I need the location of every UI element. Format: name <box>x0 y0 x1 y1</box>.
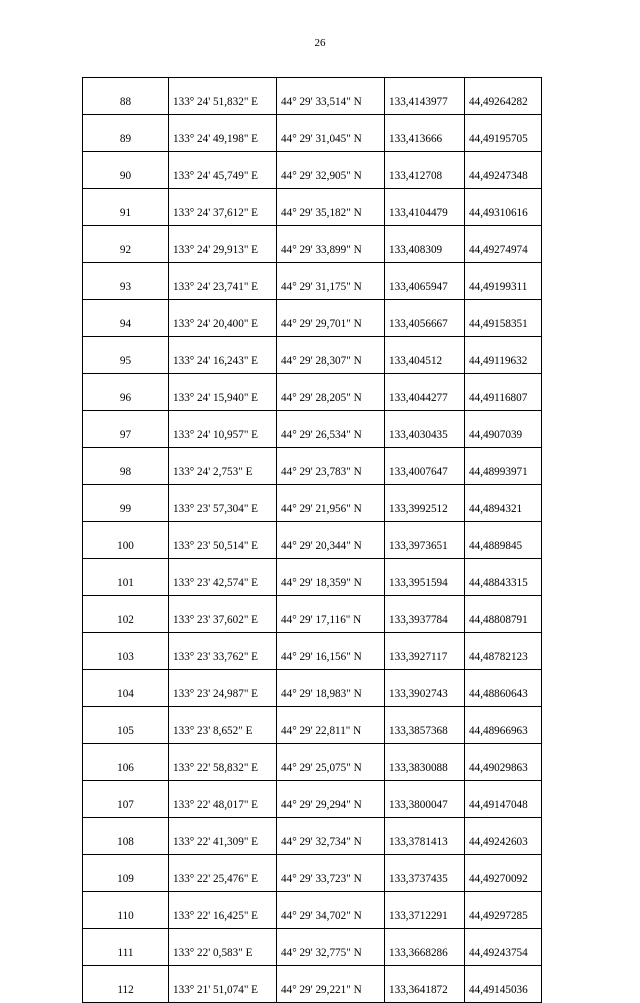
latitude-decimal-cell: 44,49264282 <box>465 78 542 115</box>
latitude-decimal-cell: 44,49145036 <box>465 966 542 1003</box>
latitude-decimal-cell: 44,49119632 <box>465 337 542 374</box>
longitude-dms-cell: 133° 23' 8,652" E <box>169 707 277 744</box>
table-row <box>83 892 542 929</box>
table-row <box>83 189 542 226</box>
table-row <box>83 448 542 485</box>
latitude-decimal-cell: 44,49195705 <box>465 115 542 152</box>
point-number-cell: 106 <box>83 744 169 781</box>
longitude-decimal-cell: 133,3973651 <box>385 522 465 559</box>
latitude-decimal-cell: 44,48843315 <box>465 559 542 596</box>
coordinates-table-body <box>83 78 542 1003</box>
longitude-dms-cell: 133° 24' 23,741" E <box>169 263 277 300</box>
point-number-cell: 88 <box>83 78 169 115</box>
latitude-dms-cell: 44° 29' 35,182" N <box>277 189 385 226</box>
longitude-dms-cell: 133° 23' 57,304" E <box>169 485 277 522</box>
table-row <box>83 522 542 559</box>
longitude-dms-cell: 133° 22' 0,583" E <box>169 929 277 966</box>
coordinates-table <box>82 77 542 1003</box>
latitude-decimal-cell: 44,49270092 <box>465 855 542 892</box>
latitude-decimal-cell: 44,48993971 <box>465 448 542 485</box>
longitude-decimal-cell: 133,412708 <box>385 152 465 189</box>
latitude-dms-cell: 44° 29' 28,205" N <box>277 374 385 411</box>
longitude-dms-cell: 133° 24' 20,400" E <box>169 300 277 337</box>
longitude-dms-cell: 133° 24' 15,940" E <box>169 374 277 411</box>
point-number-cell: 96 <box>83 374 169 411</box>
longitude-decimal-cell: 133,4030435 <box>385 411 465 448</box>
point-number-cell: 103 <box>83 633 169 670</box>
table-row <box>83 781 542 818</box>
table-row <box>83 929 542 966</box>
point-number-cell: 105 <box>83 707 169 744</box>
longitude-dms-cell: 133° 22' 25,476" E <box>169 855 277 892</box>
latitude-dms-cell: 44° 29' 28,307" N <box>277 337 385 374</box>
longitude-decimal-cell: 133,3857368 <box>385 707 465 744</box>
point-number-cell: 101 <box>83 559 169 596</box>
latitude-decimal-cell: 44,48860643 <box>465 670 542 707</box>
latitude-dms-cell: 44° 29' 33,899" N <box>277 226 385 263</box>
latitude-dms-cell: 44° 29' 33,723" N <box>277 855 385 892</box>
longitude-dms-cell: 133° 22' 16,425" E <box>169 892 277 929</box>
longitude-decimal-cell: 133,3937784 <box>385 596 465 633</box>
latitude-decimal-cell: 44,4889845 <box>465 522 542 559</box>
table-row <box>83 78 542 115</box>
longitude-decimal-cell: 133,3641872 <box>385 966 465 1003</box>
latitude-decimal-cell: 44,4894321 <box>465 485 542 522</box>
longitude-dms-cell: 133° 23' 37,602" E <box>169 596 277 633</box>
table-row <box>83 411 542 448</box>
point-number-cell: 111 <box>83 929 169 966</box>
table-row <box>83 855 542 892</box>
point-number-cell: 94 <box>83 300 169 337</box>
table-row <box>83 374 542 411</box>
longitude-dms-cell: 133° 23' 33,762" E <box>169 633 277 670</box>
latitude-dms-cell: 44° 29' 34,702" N <box>277 892 385 929</box>
point-number-cell: 98 <box>83 448 169 485</box>
latitude-decimal-cell: 44,48782123 <box>465 633 542 670</box>
longitude-decimal-cell: 133,408309 <box>385 226 465 263</box>
point-number-cell: 108 <box>83 818 169 855</box>
longitude-decimal-cell: 133,3902743 <box>385 670 465 707</box>
latitude-dms-cell: 44° 29' 18,359" N <box>277 559 385 596</box>
latitude-decimal-cell: 44,49242603 <box>465 818 542 855</box>
page-number: 26 <box>314 37 326 49</box>
latitude-decimal-cell: 44,49247348 <box>465 152 542 189</box>
latitude-decimal-cell: 44,49297285 <box>465 892 542 929</box>
longitude-dms-cell: 133° 24' 37,612" E <box>169 189 277 226</box>
latitude-dms-cell: 44° 29' 31,045" N <box>277 115 385 152</box>
table-row <box>83 707 542 744</box>
longitude-dms-cell: 133° 24' 45,749" E <box>169 152 277 189</box>
latitude-decimal-cell: 44,49274974 <box>465 226 542 263</box>
longitude-decimal-cell: 133,4065947 <box>385 263 465 300</box>
latitude-dms-cell: 44° 29' 16,156" N <box>277 633 385 670</box>
longitude-decimal-cell: 133,3951594 <box>385 559 465 596</box>
longitude-dms-cell: 133° 22' 41,309" E <box>169 818 277 855</box>
longitude-decimal-cell: 133,3800047 <box>385 781 465 818</box>
point-number-cell: 102 <box>83 596 169 633</box>
latitude-decimal-cell: 44,48808791 <box>465 596 542 633</box>
longitude-dms-cell: 133° 21' 51,074" E <box>169 966 277 1003</box>
point-number-cell: 90 <box>83 152 169 189</box>
latitude-dms-cell: 44° 29' 31,175" N <box>277 263 385 300</box>
longitude-dms-cell: 133° 23' 42,574" E <box>169 559 277 596</box>
point-number-cell: 95 <box>83 337 169 374</box>
longitude-decimal-cell: 133,4056667 <box>385 300 465 337</box>
longitude-decimal-cell: 133,4143977 <box>385 78 465 115</box>
latitude-decimal-cell: 44,49199311 <box>465 263 542 300</box>
table-row <box>83 966 542 1003</box>
point-number-cell: 97 <box>83 411 169 448</box>
latitude-dms-cell: 44° 29' 29,294" N <box>277 781 385 818</box>
point-number-cell: 92 <box>83 226 169 263</box>
longitude-decimal-cell: 133,3712291 <box>385 892 465 929</box>
point-number-cell: 91 <box>83 189 169 226</box>
table-row <box>83 633 542 670</box>
latitude-dms-cell: 44° 29' 21,956" N <box>277 485 385 522</box>
longitude-dms-cell: 133° 24' 16,243" E <box>169 337 277 374</box>
latitude-decimal-cell: 44,48966963 <box>465 707 542 744</box>
table-row <box>83 300 542 337</box>
longitude-dms-cell: 133° 23' 24,987" E <box>169 670 277 707</box>
latitude-dms-cell: 44° 29' 32,905" N <box>277 152 385 189</box>
table-row <box>83 152 542 189</box>
longitude-decimal-cell: 133,3781413 <box>385 818 465 855</box>
table-row <box>83 818 542 855</box>
point-number-cell: 110 <box>83 892 169 929</box>
point-number-cell: 99 <box>83 485 169 522</box>
latitude-dms-cell: 44° 29' 20,344" N <box>277 522 385 559</box>
table-row <box>83 559 542 596</box>
longitude-dms-cell: 133° 24' 51,832" E <box>169 78 277 115</box>
table-row <box>83 485 542 522</box>
longitude-decimal-cell: 133,3992512 <box>385 485 465 522</box>
longitude-decimal-cell: 133,3830088 <box>385 744 465 781</box>
latitude-dms-cell: 44° 29' 25,075" N <box>277 744 385 781</box>
longitude-dms-cell: 133° 24' 29,913" E <box>169 226 277 263</box>
latitude-decimal-cell: 44,49029863 <box>465 744 542 781</box>
latitude-dms-cell: 44° 29' 29,221" N <box>277 966 385 1003</box>
table-row <box>83 670 542 707</box>
latitude-dms-cell: 44° 29' 32,775" N <box>277 929 385 966</box>
longitude-decimal-cell: 133,4007647 <box>385 448 465 485</box>
table-row <box>83 337 542 374</box>
point-number-cell: 93 <box>83 263 169 300</box>
latitude-decimal-cell: 44,49310616 <box>465 189 542 226</box>
latitude-decimal-cell: 44,4907039 <box>465 411 542 448</box>
point-number-cell: 109 <box>83 855 169 892</box>
table-row <box>83 226 542 263</box>
latitude-dms-cell: 44° 29' 18,983" N <box>277 670 385 707</box>
longitude-decimal-cell: 133,3927117 <box>385 633 465 670</box>
latitude-dms-cell: 44° 29' 29,701" N <box>277 300 385 337</box>
point-number-cell: 100 <box>83 522 169 559</box>
longitude-decimal-cell: 133,4104479 <box>385 189 465 226</box>
latitude-decimal-cell: 44,49158351 <box>465 300 542 337</box>
latitude-dms-cell: 44° 29' 32,734" N <box>277 818 385 855</box>
table-row <box>83 596 542 633</box>
longitude-dms-cell: 133° 22' 48,017" E <box>169 781 277 818</box>
longitude-decimal-cell: 133,404512 <box>385 337 465 374</box>
latitude-dms-cell: 44° 29' 26,534" N <box>277 411 385 448</box>
latitude-dms-cell: 44° 29' 22,811" N <box>277 707 385 744</box>
longitude-dms-cell: 133° 22' 58,832" E <box>169 744 277 781</box>
latitude-dms-cell: 44° 29' 33,514" N <box>277 78 385 115</box>
table-row <box>83 115 542 152</box>
table-row <box>83 263 542 300</box>
longitude-decimal-cell: 133,3668286 <box>385 929 465 966</box>
longitude-decimal-cell: 133,3737435 <box>385 855 465 892</box>
point-number-cell: 89 <box>83 115 169 152</box>
longitude-decimal-cell: 133,413666 <box>385 115 465 152</box>
latitude-decimal-cell: 44,49147048 <box>465 781 542 818</box>
point-number-cell: 112 <box>83 966 169 1003</box>
longitude-dms-cell: 133° 24' 10,957" E <box>169 411 277 448</box>
latitude-decimal-cell: 44,49116807 <box>465 374 542 411</box>
latitude-dms-cell: 44° 29' 23,783" N <box>277 448 385 485</box>
point-number-cell: 107 <box>83 781 169 818</box>
latitude-decimal-cell: 44,49243754 <box>465 929 542 966</box>
point-number-cell: 104 <box>83 670 169 707</box>
table-row <box>83 744 542 781</box>
longitude-decimal-cell: 133,4044277 <box>385 374 465 411</box>
longitude-dms-cell: 133° 24' 2,753" E <box>169 448 277 485</box>
longitude-dms-cell: 133° 23' 50,514" E <box>169 522 277 559</box>
latitude-dms-cell: 44° 29' 17,116" N <box>277 596 385 633</box>
longitude-dms-cell: 133° 24' 49,198" E <box>169 115 277 152</box>
